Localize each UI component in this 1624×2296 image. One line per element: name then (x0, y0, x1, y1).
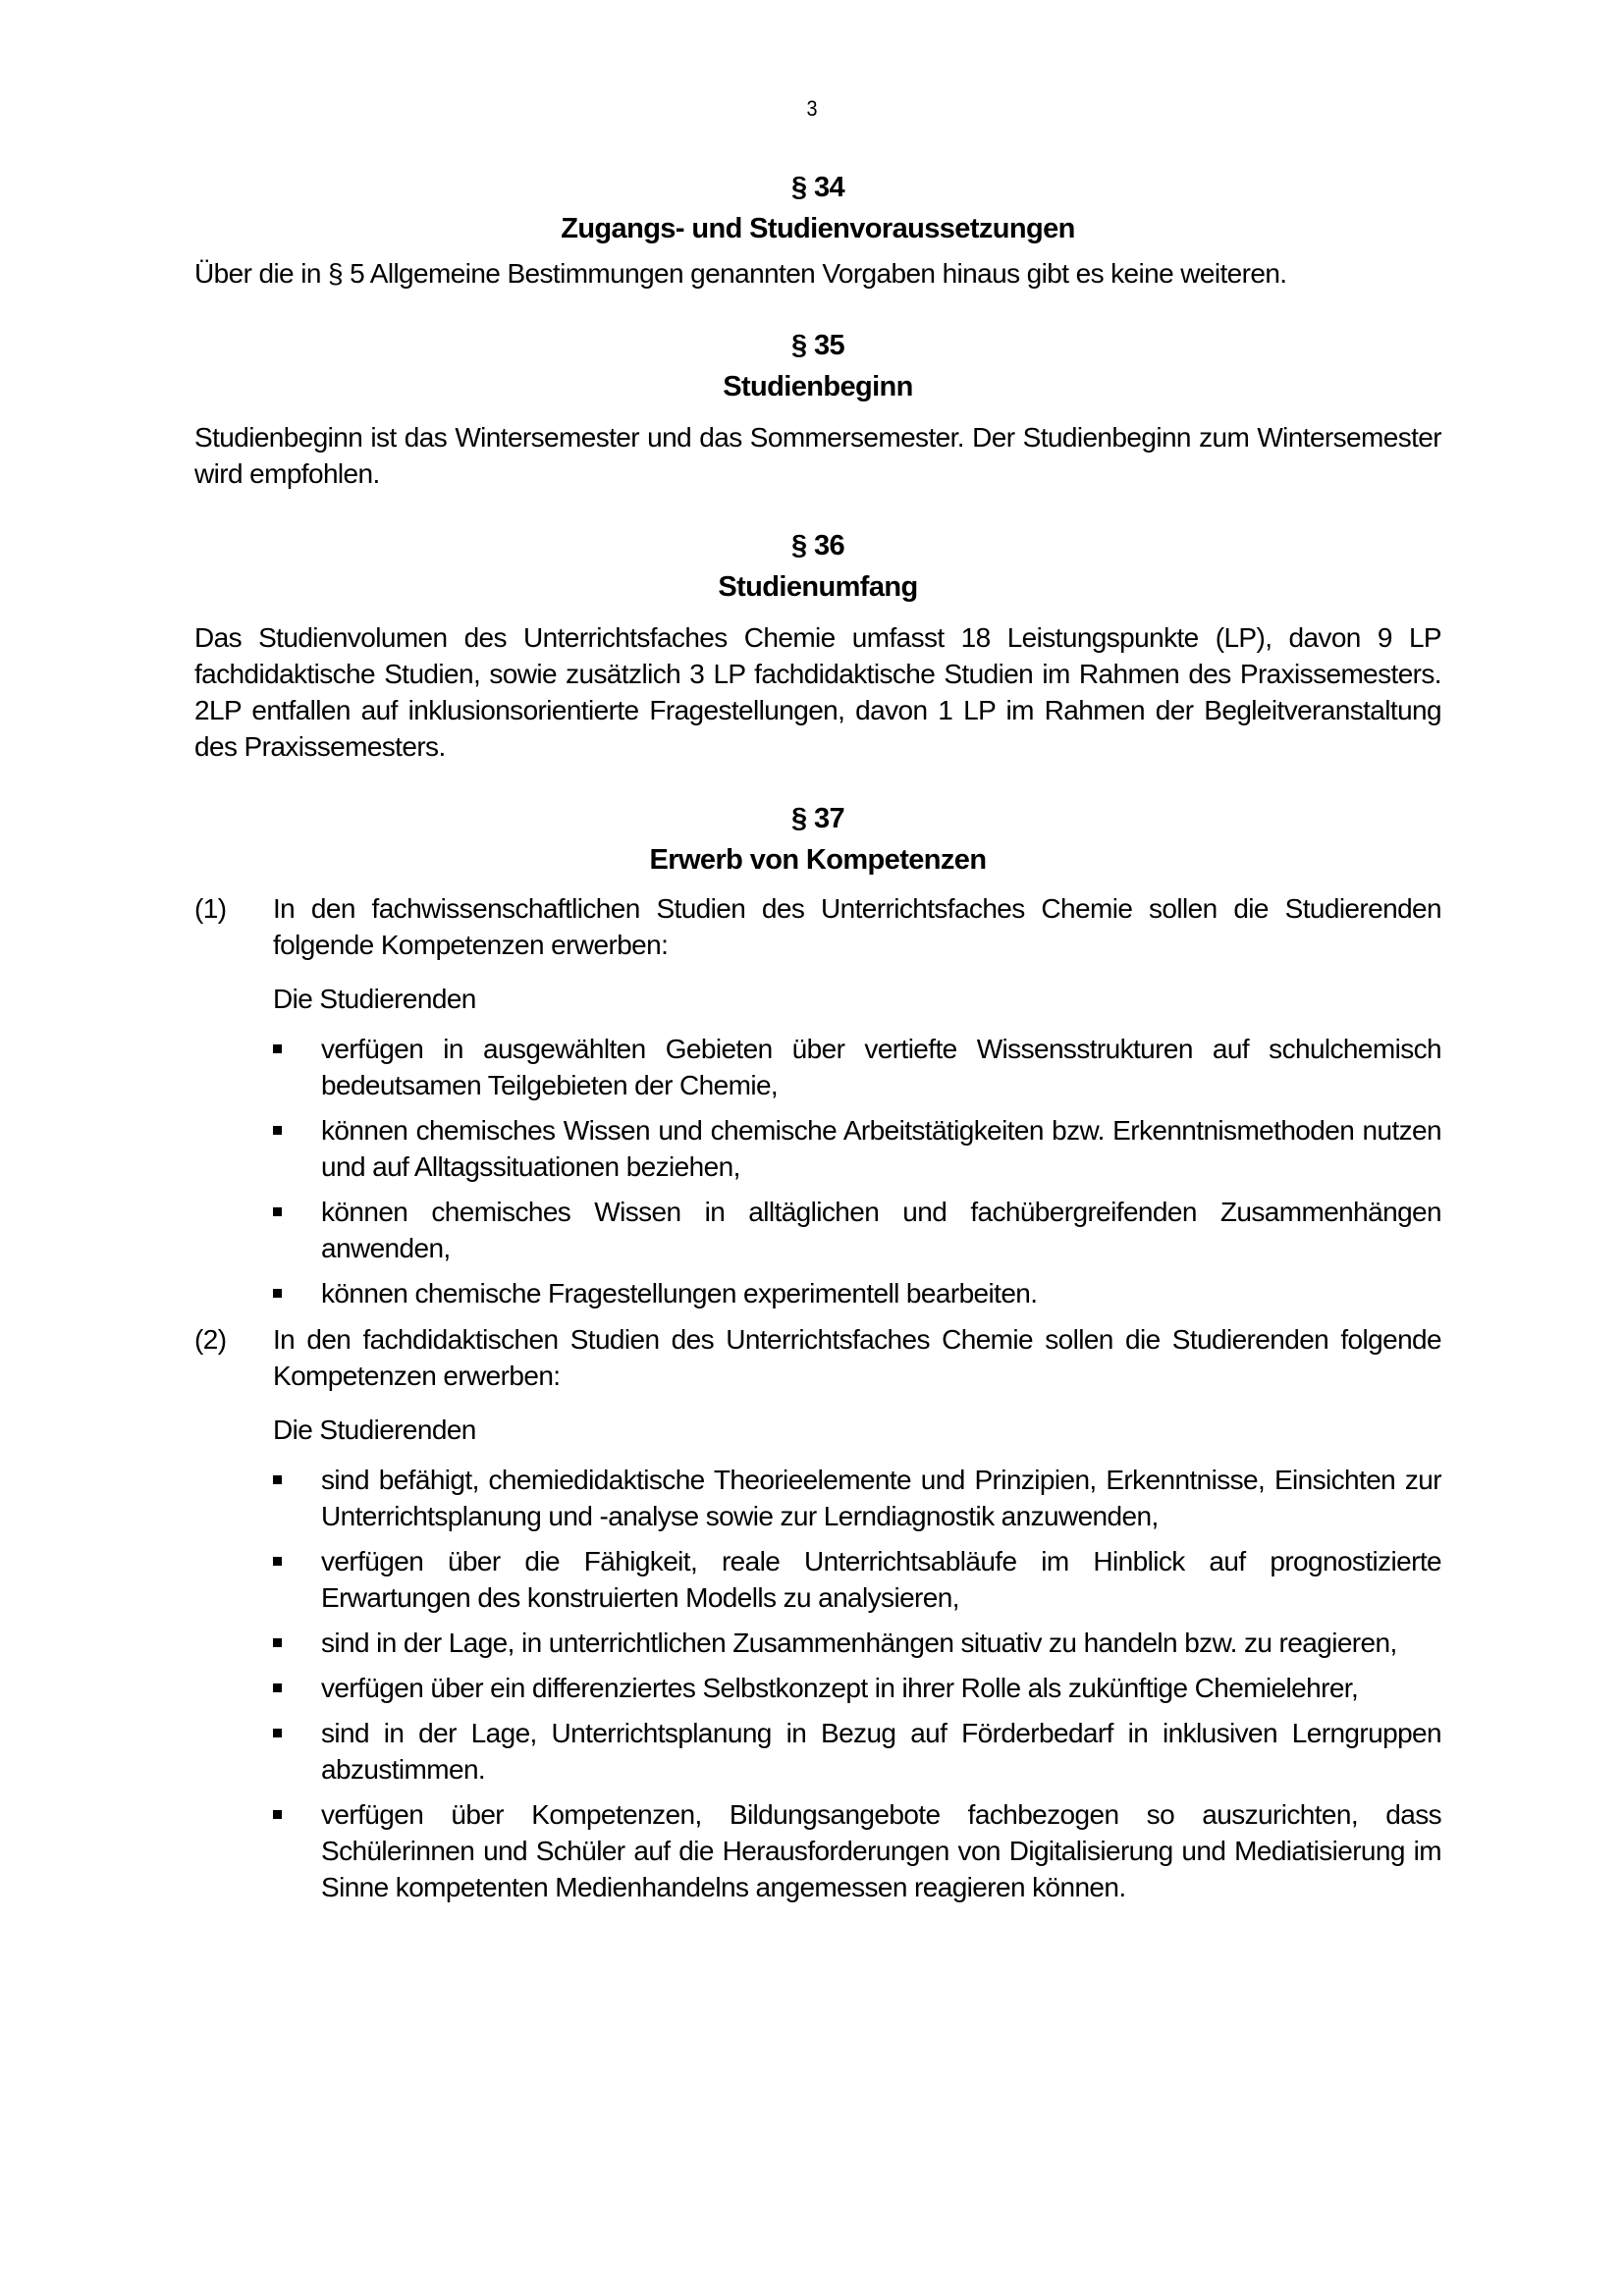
square-bullet-icon (273, 1543, 321, 1616)
bullet-list-2 (273, 1462, 1441, 1905)
document-body (194, 167, 1441, 1939)
list-item: können chemische Fragestellungen experimentell bearbeiten. (273, 1275, 1441, 1311)
list-item: können chemisches Wissen in alltäglichen und fachübergreifenden Zusammenhängen anwenden, (273, 1194, 1441, 1266)
section-number: § 37 (790, 803, 845, 834)
list-item: verfügen in ausgewählten Gebieten über vertiefte Wissensstrukturen auf schulchemisch bedeutsamen Teilgebieten der Chemie, (273, 1031, 1441, 1103)
numbered-paragraph-1 (194, 890, 1441, 963)
section-paragraph: Das Studienvolumen des Unterrichtsfaches Chemie umfasst 18 Leistungspunkte (LP), davon 9 LP fachdidaktische Studien, sowie zusätzlich 3 LP fachdidaktische Studien im Rahmen des Praxissemesters. 2LP entfallen auf inklusionsorientierte Fragestellungen, davon 1 LP im Rahmen der Begleitveranstaltung des Praxissemesters. (194, 622, 1441, 762)
bullet-intro: Die Studierenden (273, 984, 476, 1014)
square-bullet-icon (273, 1275, 321, 1311)
section-paragraph: Über die in § 5 Allgemeine Bestimmungen genannten Vorgaben hinaus gibt es keine weiteren. (194, 258, 1287, 289)
numbered-paragraph-2 (194, 1321, 1441, 1394)
list-item: können chemisches Wissen und chemische Arbeitstätigkeiten bzw. Erkenntnismethoden nutzen und auf Alltagssituationen beziehen, (273, 1112, 1441, 1185)
square-bullet-icon (273, 1715, 321, 1788)
bullet-list-1 (273, 1031, 1441, 1311)
section-37 (194, 798, 1441, 1905)
section-number: § 36 (790, 530, 845, 561)
list-item: sind in der Lage, in unterrichtlichen Zusammenhängen situativ zu handeln bzw. zu reagieren, (273, 1625, 1441, 1661)
section-paragraph: Studienbeginn ist das Wintersemester und das Sommersemester. Der Studienbeginn zum Wintersemester wird empfohlen. (194, 422, 1441, 489)
section-title: Erwerb von Kompetenzen (649, 844, 987, 876)
section-title: Zugangs- und Studienvoraussetzungen (561, 213, 1075, 244)
bullet-intro: Die Studierenden (273, 1415, 476, 1445)
square-bullet-icon (273, 1031, 321, 1103)
square-bullet-icon (273, 1796, 321, 1905)
list-item: verfügen über die Fähigkeit, reale Unterrichtsabläufe im Hinblick auf prognostizierte Erwartungen des konstruierten Modells zu analysieren, (273, 1543, 1441, 1616)
square-bullet-icon (273, 1625, 321, 1661)
list-item: sind befähigt, chemiedidaktische Theorieelemente und Prinzipien, Erkenntnisse, Einsichten zur Unterrichtsplanung und -analyse sowie zur Lerndiagnostik anzuwenden, (273, 1462, 1441, 1534)
section-35 (194, 325, 1441, 492)
section-number: § 34 (790, 172, 845, 203)
square-bullet-icon (273, 1670, 321, 1706)
section-title: Studienumfang (718, 571, 918, 603)
section-title: Studienbeginn (723, 371, 913, 402)
page-number: 3 (806, 96, 818, 121)
paragraph-text: In den fachwissenschaftlichen Studien des Unterrichtsfaches Chemie sollen die Studierenden folgende Kompetenzen erwerben: (273, 893, 1441, 960)
square-bullet-icon (273, 1194, 321, 1266)
paragraph-label: (1) (194, 893, 227, 924)
paragraph-label: (2) (194, 1324, 227, 1355)
list-item: sind in der Lage, Unterrichtsplanung in Bezug auf Förderbedarf in inklusiven Lerngruppen abzustimmen. (273, 1715, 1441, 1788)
square-bullet-icon (273, 1462, 321, 1534)
square-bullet-icon (273, 1112, 321, 1185)
section-36 (194, 525, 1441, 765)
section-number: § 35 (790, 330, 845, 361)
list-item: verfügen über ein differenziertes Selbstkonzept in ihrer Rolle als zukünftige Chemielehrer, (273, 1670, 1441, 1706)
section-34 (194, 167, 1441, 292)
paragraph-text: In den fachdidaktischen Studien des Unterrichtsfaches Chemie sollen die Studierenden folgende Kompetenzen erwerben: (273, 1324, 1441, 1391)
list-item: verfügen über Kompetenzen, Bildungsangebote fachbezogen so auszurichten, dass Schülerinnen und Schüler auf die Herausforderungen von Digitalisierung und Mediatisierung im Sinne kompetenten Medienhandelns angemessen reagieren können. (273, 1796, 1441, 1905)
